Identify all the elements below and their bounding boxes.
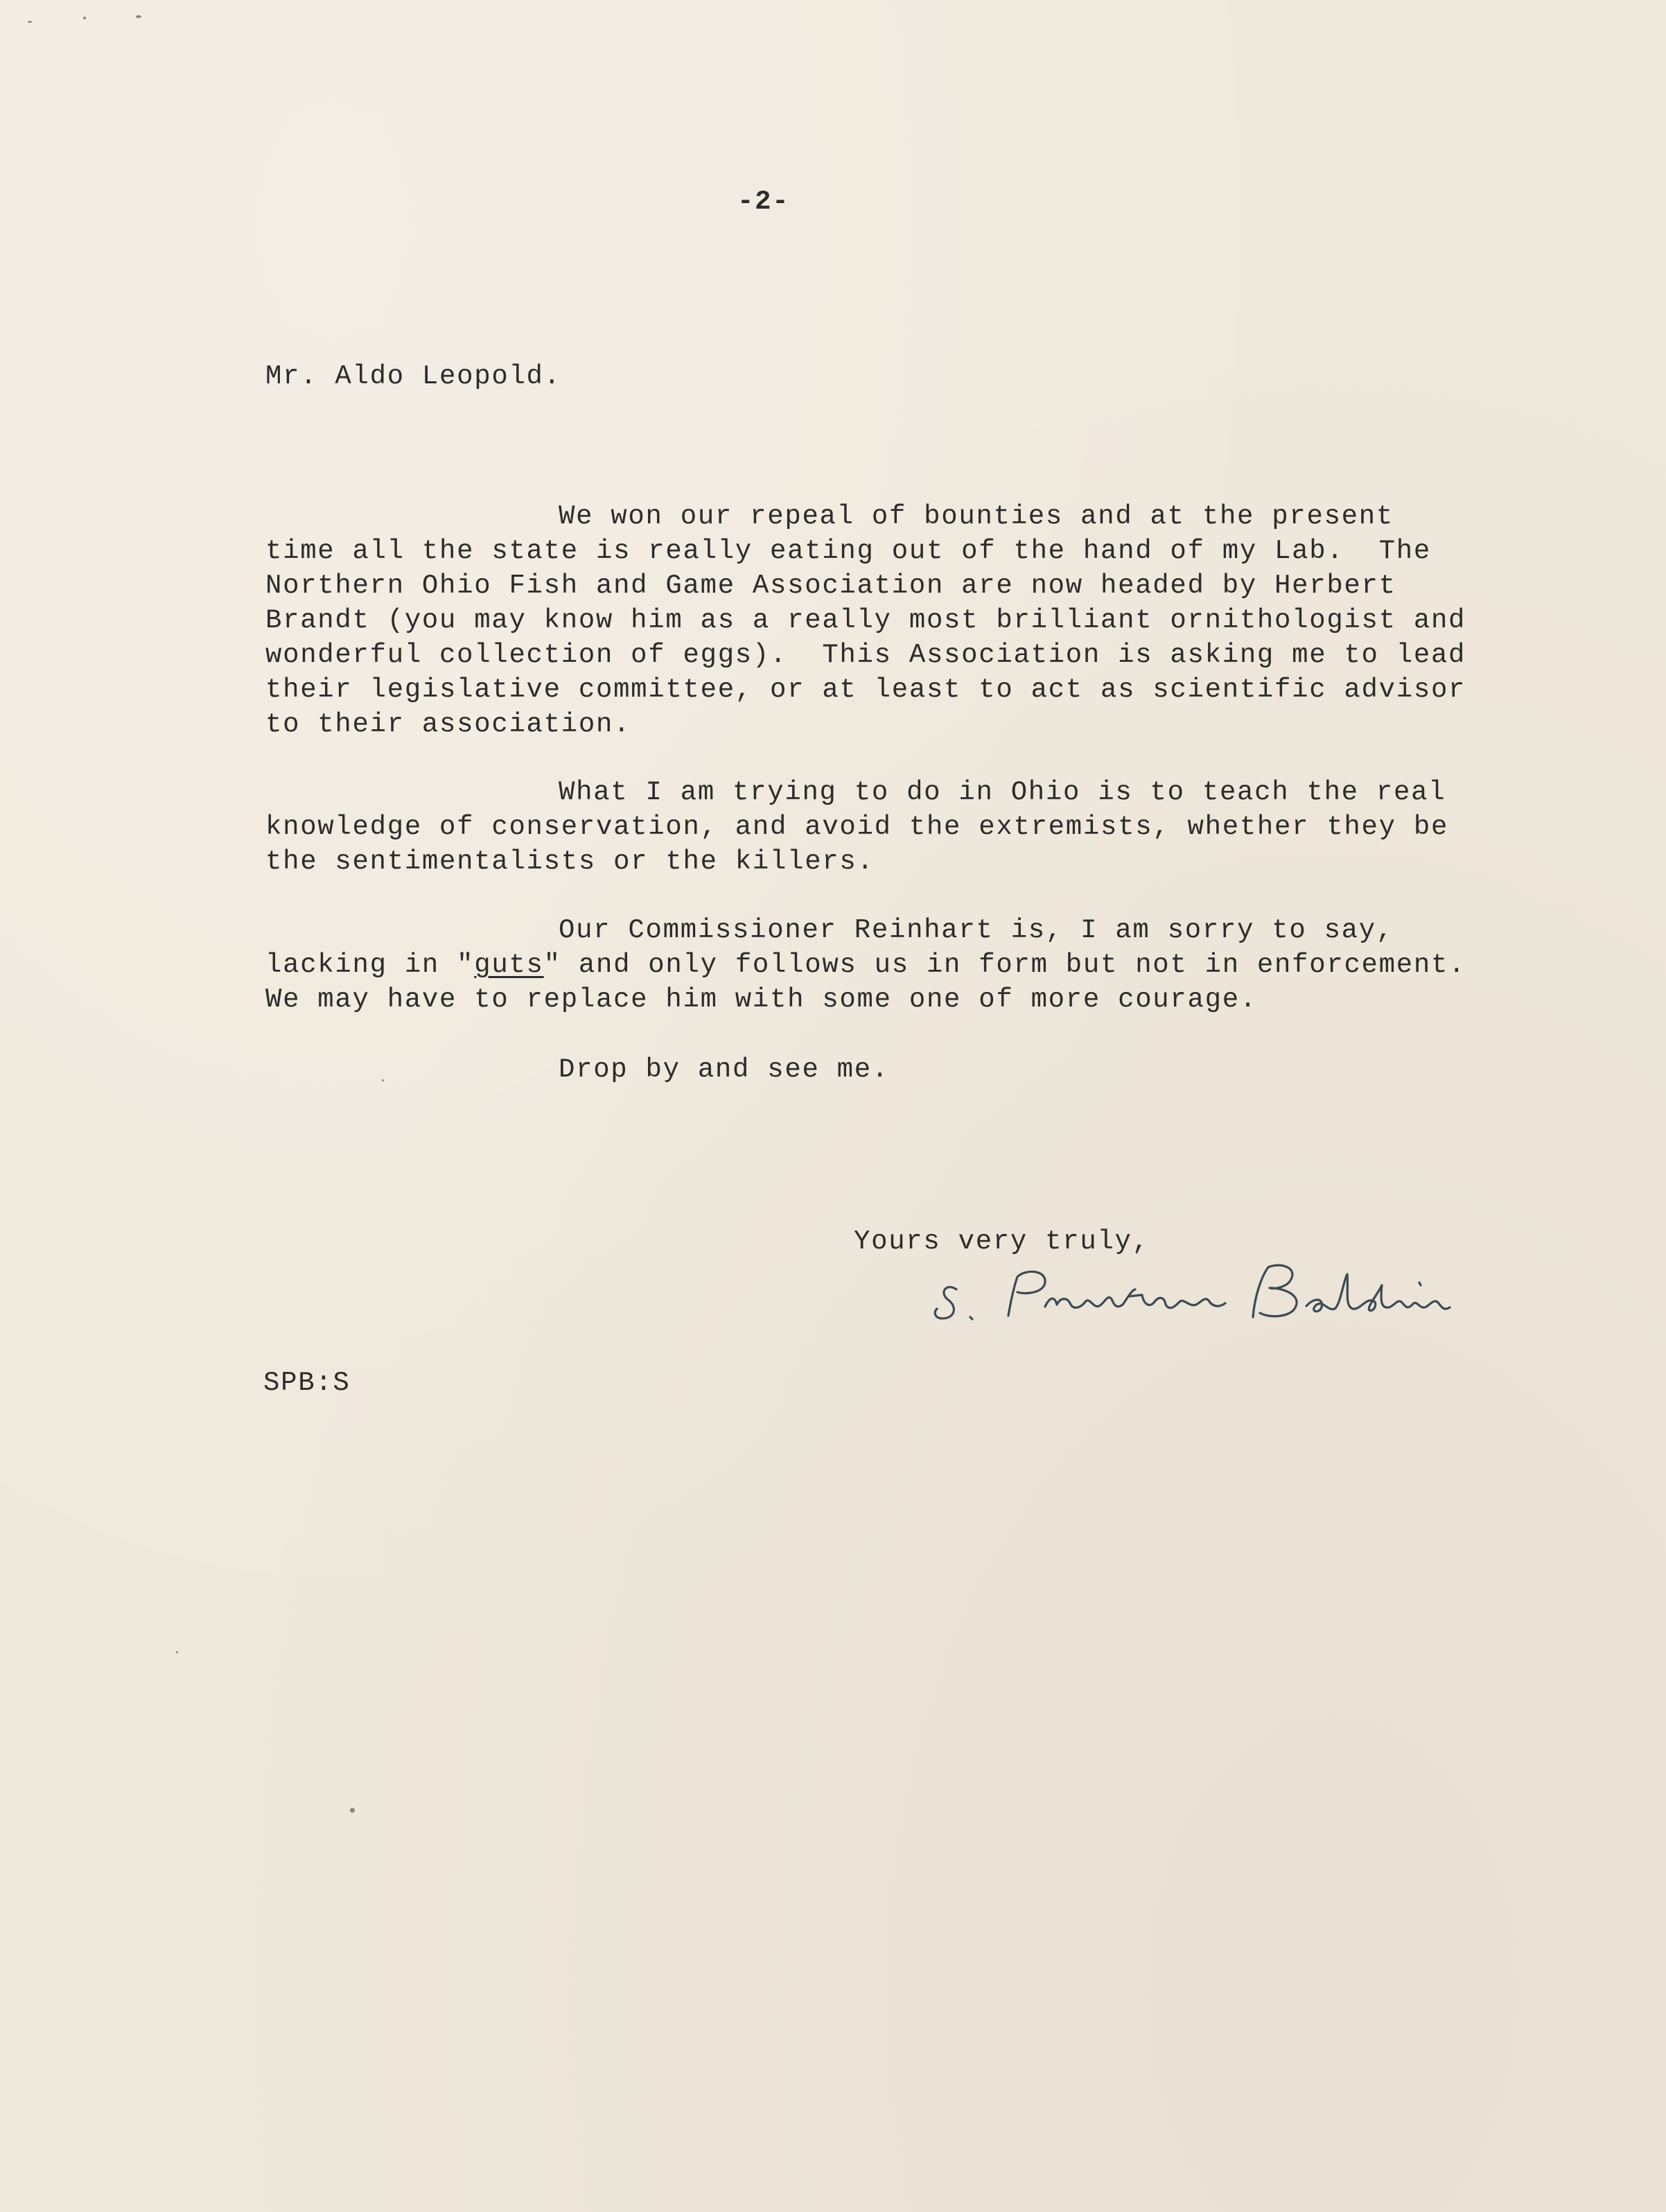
paragraph-line: Our Commissioner Reinhart is, I am sorry to say,	[559, 915, 1394, 946]
paragraph-line: their legislative committee, or at least to act as scientific advisor	[265, 674, 1466, 705]
paper-speck	[28, 21, 32, 23]
paragraph-line: Drop by and see me.	[559, 1054, 889, 1085]
paragraph-line: time all the state is really eating out of the hand of my Lab. The	[265, 536, 1431, 566]
paragraph-invitation	[265, 1052, 1471, 1087]
paper-speck	[350, 1808, 355, 1813]
paragraph-line-with-emphasis	[265, 948, 1471, 982]
paragraph-line: wonderful collection of eggs). This Association is asking me to lead	[265, 640, 1466, 670]
paragraph-line: We may have to replace him with some one of more courage.	[265, 984, 1257, 1015]
paragraph-bounties	[265, 499, 1471, 742]
paper-speck	[176, 1651, 178, 1653]
paragraph-line: What I am trying to do in Ohio is to teach the real	[559, 777, 1446, 808]
paragraph-line: the sentimentalists or the killers.	[265, 846, 875, 877]
typist-initials: SPB:S	[263, 1368, 351, 1398]
line-text: " and only follows us in form but not in enforcement.	[543, 950, 1466, 980]
paper-speck	[136, 15, 141, 18]
closing: Yours very truly,	[854, 1226, 1150, 1257]
paragraph-line: Brandt (you may know him as a really most brilliant ornithologist and	[265, 605, 1466, 636]
paper-speck	[382, 1079, 384, 1081]
paragraph-line: Northern Ohio Fish and Game Association are now headed by Herbert	[265, 571, 1396, 601]
page-number: -2-	[737, 186, 790, 217]
paper-speck	[83, 17, 86, 19]
paragraph-commissioner	[265, 913, 1471, 1017]
salutation: Mr. Aldo Leopold.	[265, 361, 561, 392]
paragraph-line: We won our repeal of bounties and at the present	[559, 501, 1394, 532]
paragraph-line: knowledge of conservation, and avoid the extremists, whether they be	[265, 812, 1449, 842]
line-text: lacking in "	[265, 950, 475, 980]
paragraph-conservation	[265, 775, 1471, 879]
paragraph-line: to their association.	[265, 709, 631, 740]
handwritten-signature	[929, 1241, 1469, 1331]
underlined-word: guts	[474, 950, 544, 980]
